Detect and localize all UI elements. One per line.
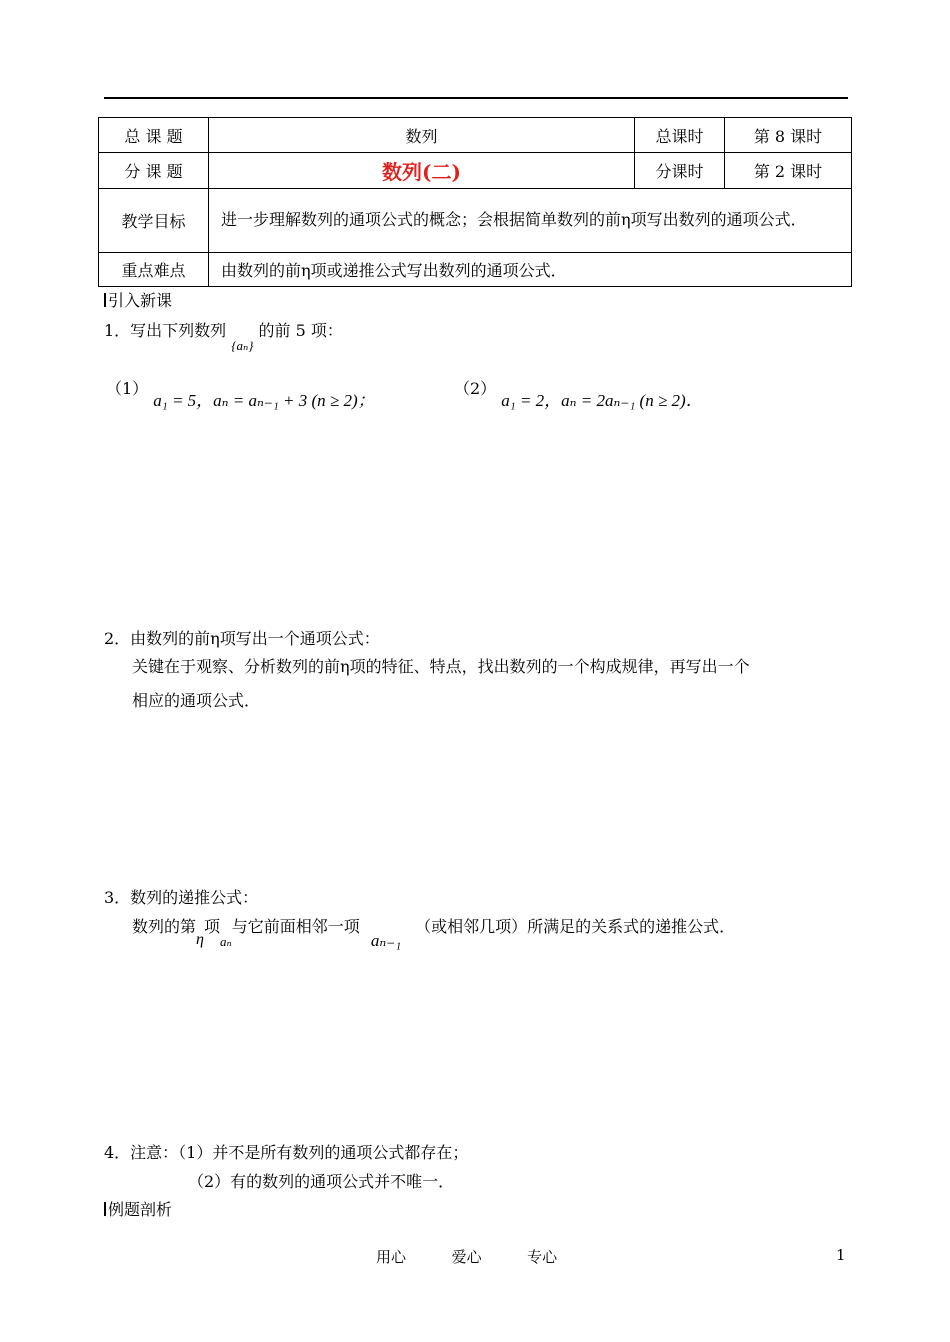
item2-line1: 关键在于观察、分析数列的前η项的特征、特点，找出数列的一个构成规律，再写出一个 [132, 657, 750, 676]
objective-label: 教学目标 [99, 189, 209, 253]
footer-motto-1: 用心 [376, 1248, 407, 1266]
lesson-info-table [98, 117, 852, 287]
item3-definition [132, 914, 736, 950]
item3-part1: 数列的第 [132, 917, 197, 936]
total-topic-title: 数列 [209, 118, 635, 153]
page-number: 1 [836, 1246, 846, 1264]
footer-motto [376, 1246, 557, 1267]
header-rule [104, 97, 848, 99]
item1-part1-label: （1） [106, 379, 149, 398]
item1-lead: 1．写出下列数列 [104, 321, 227, 340]
item3-part2: 项 [203, 917, 220, 936]
item3-an1: aₙ₋₁ [370, 931, 402, 950]
item1-part2-label: （2） [454, 379, 497, 398]
item1-part1 [106, 374, 375, 410]
total-hours-value: 第 8 课时 [725, 118, 852, 153]
item4-line2: （2）有的数列的通项公式并不唯一． [188, 1172, 455, 1191]
footer-motto-3: 专心 [527, 1248, 558, 1266]
footer-motto-2: 爱心 [451, 1248, 482, 1266]
section-intro [104, 288, 172, 311]
item1-part2 [454, 374, 703, 410]
item2-title: 2．由数列的前η项写出一个通项公式： [104, 629, 380, 648]
section-marker-icon [104, 1202, 106, 1216]
key-points-text: 由数列的前η项或递推公式写出数列的通项公式． [209, 253, 852, 287]
sub-hours-label: 分课时 [635, 153, 725, 189]
section-marker-icon [104, 293, 106, 307]
section-examples [104, 1197, 172, 1220]
item4-line1: 4．注意：（1）并不是所有数列的通项公式都存在； [104, 1143, 469, 1162]
sub-topic-title: 数列(二) [209, 153, 635, 189]
item2-line2: 相应的通项公式． [132, 691, 261, 710]
item3-part4: （或相邻几项）所满足的关系式的递推公式． [415, 917, 736, 936]
total-topic-label: 总 课 题 [99, 118, 209, 153]
item3-an: aₙ [219, 934, 232, 949]
item3-title: 3．数列的递推公式： [104, 888, 259, 907]
sub-topic-label: 分 课 题 [99, 153, 209, 189]
total-hours-label: 总课时 [635, 118, 725, 153]
item3-part3: 与它前面相邻一项 [231, 917, 360, 936]
sub-hours-value: 第 2 课时 [725, 153, 852, 189]
item1-tail: 的前 5 项： [258, 321, 343, 340]
item1-sequence: {aₙ} [231, 338, 254, 353]
section-intro-title: 引入新课 [108, 291, 173, 310]
item1-part2-formula: a₁ = 2，aₙ = 2aₙ₋₁ (n ≥ 2)． [501, 391, 703, 410]
item3-n: η [196, 931, 204, 948]
section-examples-title: 例题剖析 [108, 1200, 173, 1219]
item1-part1-formula: a₁ = 5，aₙ = aₙ₋₁ + 3 (n ≥ 2)； [153, 391, 375, 410]
objective-text: 进一步理解数列的通项公式的概念；会根据简单数列的前η项写出数列的通项公式． [209, 189, 852, 253]
key-points-label: 重点难点 [99, 253, 209, 287]
item1-heading [104, 318, 343, 353]
